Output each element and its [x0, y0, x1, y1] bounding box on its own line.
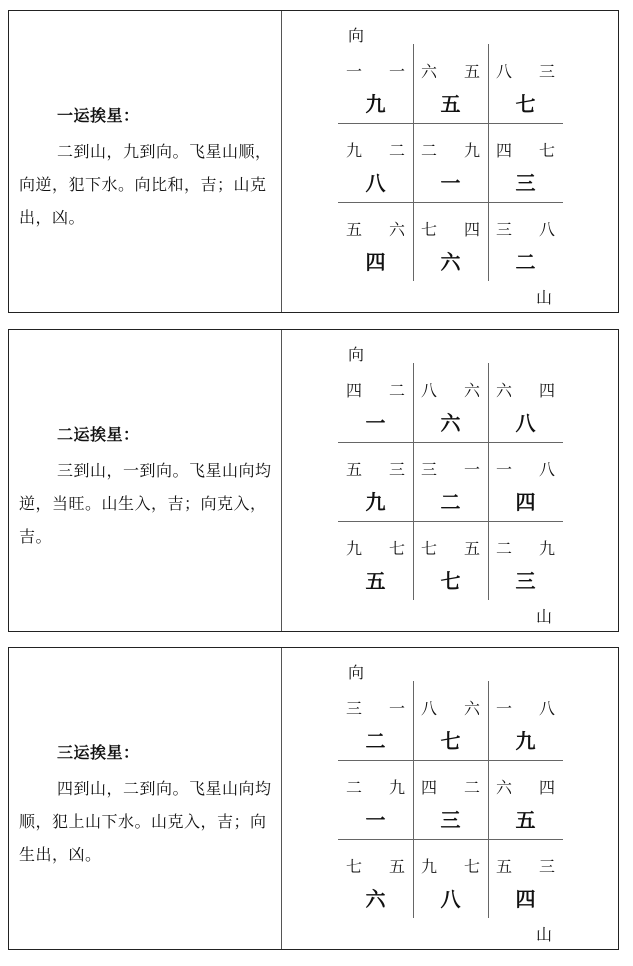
mountain-star: 一 [496, 699, 513, 718]
period-star: 三 [515, 569, 536, 593]
facing-star: 七 [463, 857, 480, 876]
period-star: 五 [515, 808, 536, 832]
panel-heading: 一运挨星： [57, 106, 140, 125]
facing-star: 一 [463, 460, 480, 479]
mountain-star: 七 [346, 857, 363, 876]
facing-star: 五 [388, 857, 405, 876]
star-chart-panel [8, 329, 619, 632]
palace-cell [488, 839, 563, 918]
facing-star: 一 [388, 699, 405, 718]
period-star: 四 [515, 887, 536, 911]
facing-star: 六 [388, 220, 405, 239]
facing-star: 三 [388, 460, 405, 479]
nine-palace-grid [338, 44, 563, 281]
palace-cell [488, 202, 563, 281]
palace-cell [488, 44, 563, 123]
facing-star: 二 [388, 141, 405, 160]
palace-cell [488, 442, 563, 521]
mountain-star: 五 [346, 460, 363, 479]
facing-star: 八 [538, 460, 555, 479]
palace-cell [413, 442, 488, 521]
mountain-star: 九 [346, 141, 363, 160]
palace-cell [413, 44, 488, 123]
period-star: 九 [365, 92, 386, 116]
period-star: 一 [365, 411, 386, 435]
period-star: 六 [440, 411, 461, 435]
direction-label-bottom: 山 [536, 607, 553, 626]
mountain-star: 二 [346, 778, 363, 797]
panel-description: 三到山，一到向。飞星山向均逆，当旺。山生入，吉；向克入，吉。 [19, 461, 272, 546]
direction-label-top: 向 [348, 663, 365, 682]
mountain-star: 九 [421, 857, 438, 876]
palace-cell [338, 839, 413, 918]
palace-cell [338, 681, 413, 760]
facing-star: 八 [538, 220, 555, 239]
period-star: 五 [440, 92, 461, 116]
palace-cell [413, 123, 488, 202]
facing-star: 七 [388, 539, 405, 558]
mountain-star: 三 [346, 699, 363, 718]
description-column [19, 11, 274, 312]
mountain-star: 二 [421, 141, 438, 160]
facing-star: 八 [538, 699, 555, 718]
facing-star: 三 [538, 62, 555, 81]
mountain-star: 六 [496, 778, 513, 797]
palace-cell [338, 521, 413, 600]
direction-label-bottom: 山 [536, 925, 553, 944]
mountain-star: 三 [496, 220, 513, 239]
mountain-star: 八 [496, 62, 513, 81]
direction-label-top: 向 [348, 26, 365, 45]
period-star: 七 [440, 569, 461, 593]
panel-heading: 二运挨星： [57, 425, 140, 444]
palace-cell [488, 521, 563, 600]
column-divider [281, 648, 282, 949]
star-chart-panel [8, 647, 619, 950]
star-chart-panel [8, 10, 619, 313]
mountain-star: 一 [496, 460, 513, 479]
palace-cell [413, 681, 488, 760]
mountain-star: 五 [496, 857, 513, 876]
palace-cell [338, 44, 413, 123]
mountain-star: 八 [421, 699, 438, 718]
palace-cell [413, 363, 488, 442]
mountain-star: 七 [421, 220, 438, 239]
period-star: 二 [365, 729, 386, 753]
period-star: 五 [365, 569, 386, 593]
palace-cell [338, 442, 413, 521]
facing-star: 九 [538, 539, 555, 558]
period-star: 七 [515, 92, 536, 116]
facing-star: 七 [538, 141, 555, 160]
palace-cell [413, 521, 488, 600]
palace-cell [488, 363, 563, 442]
nine-palace-grid [338, 681, 563, 918]
palace-cell [488, 681, 563, 760]
period-star: 八 [515, 411, 536, 435]
facing-star: 五 [463, 539, 480, 558]
direction-label-bottom: 山 [536, 288, 553, 307]
description-column [19, 330, 274, 631]
palace-cell [338, 202, 413, 281]
description-column [19, 648, 274, 949]
mountain-star: 五 [346, 220, 363, 239]
period-star: 九 [365, 490, 386, 514]
palace-cell [413, 760, 488, 839]
mountain-star: 四 [496, 141, 513, 160]
facing-star: 六 [463, 381, 480, 400]
palace-cell [488, 760, 563, 839]
facing-star: 二 [388, 381, 405, 400]
facing-star: 二 [463, 778, 480, 797]
period-star: 六 [440, 250, 461, 274]
palace-cell [338, 363, 413, 442]
facing-star: 三 [538, 857, 555, 876]
palace-cell [413, 202, 488, 281]
period-star: 六 [365, 887, 386, 911]
period-star: 八 [365, 171, 386, 195]
column-divider [281, 11, 282, 312]
facing-star: 四 [538, 778, 555, 797]
period-star: 九 [515, 729, 536, 753]
column-divider [281, 330, 282, 631]
direction-label-top: 向 [348, 345, 365, 364]
facing-star: 九 [388, 778, 405, 797]
mountain-star: 一 [346, 62, 363, 81]
facing-star: 六 [463, 699, 480, 718]
mountain-star: 四 [421, 778, 438, 797]
period-star: 八 [440, 887, 461, 911]
mountain-star: 六 [496, 381, 513, 400]
mountain-star: 八 [421, 381, 438, 400]
mountain-star: 四 [346, 381, 363, 400]
period-star: 一 [365, 808, 386, 832]
mountain-star: 三 [421, 460, 438, 479]
facing-star: 九 [463, 141, 480, 160]
panel-description: 四到山，二到向。飞星山向均顺，犯上山下水。山克入，吉；向生出，凶。 [19, 779, 272, 864]
period-star: 七 [440, 729, 461, 753]
period-star: 四 [515, 490, 536, 514]
facing-star: 五 [463, 62, 480, 81]
palace-cell [488, 123, 563, 202]
facing-star: 四 [538, 381, 555, 400]
mountain-star: 七 [421, 539, 438, 558]
facing-star: 四 [463, 220, 480, 239]
period-star: 二 [440, 490, 461, 514]
facing-star: 一 [388, 62, 405, 81]
period-star: 三 [440, 808, 461, 832]
mountain-star: 二 [496, 539, 513, 558]
panel-description: 二到山，九到向。飞星山顺，向逆，犯下水。向比和，吉；山克出，凶。 [19, 142, 272, 227]
mountain-star: 九 [346, 539, 363, 558]
period-star: 一 [440, 171, 461, 195]
period-star: 三 [515, 171, 536, 195]
nine-palace-grid [338, 363, 563, 600]
period-star: 二 [515, 250, 536, 274]
panel-heading: 三运挨星： [57, 743, 140, 762]
palace-cell [338, 760, 413, 839]
palace-cell [338, 123, 413, 202]
mountain-star: 六 [421, 62, 438, 81]
period-star: 四 [365, 250, 386, 274]
palace-cell [413, 839, 488, 918]
